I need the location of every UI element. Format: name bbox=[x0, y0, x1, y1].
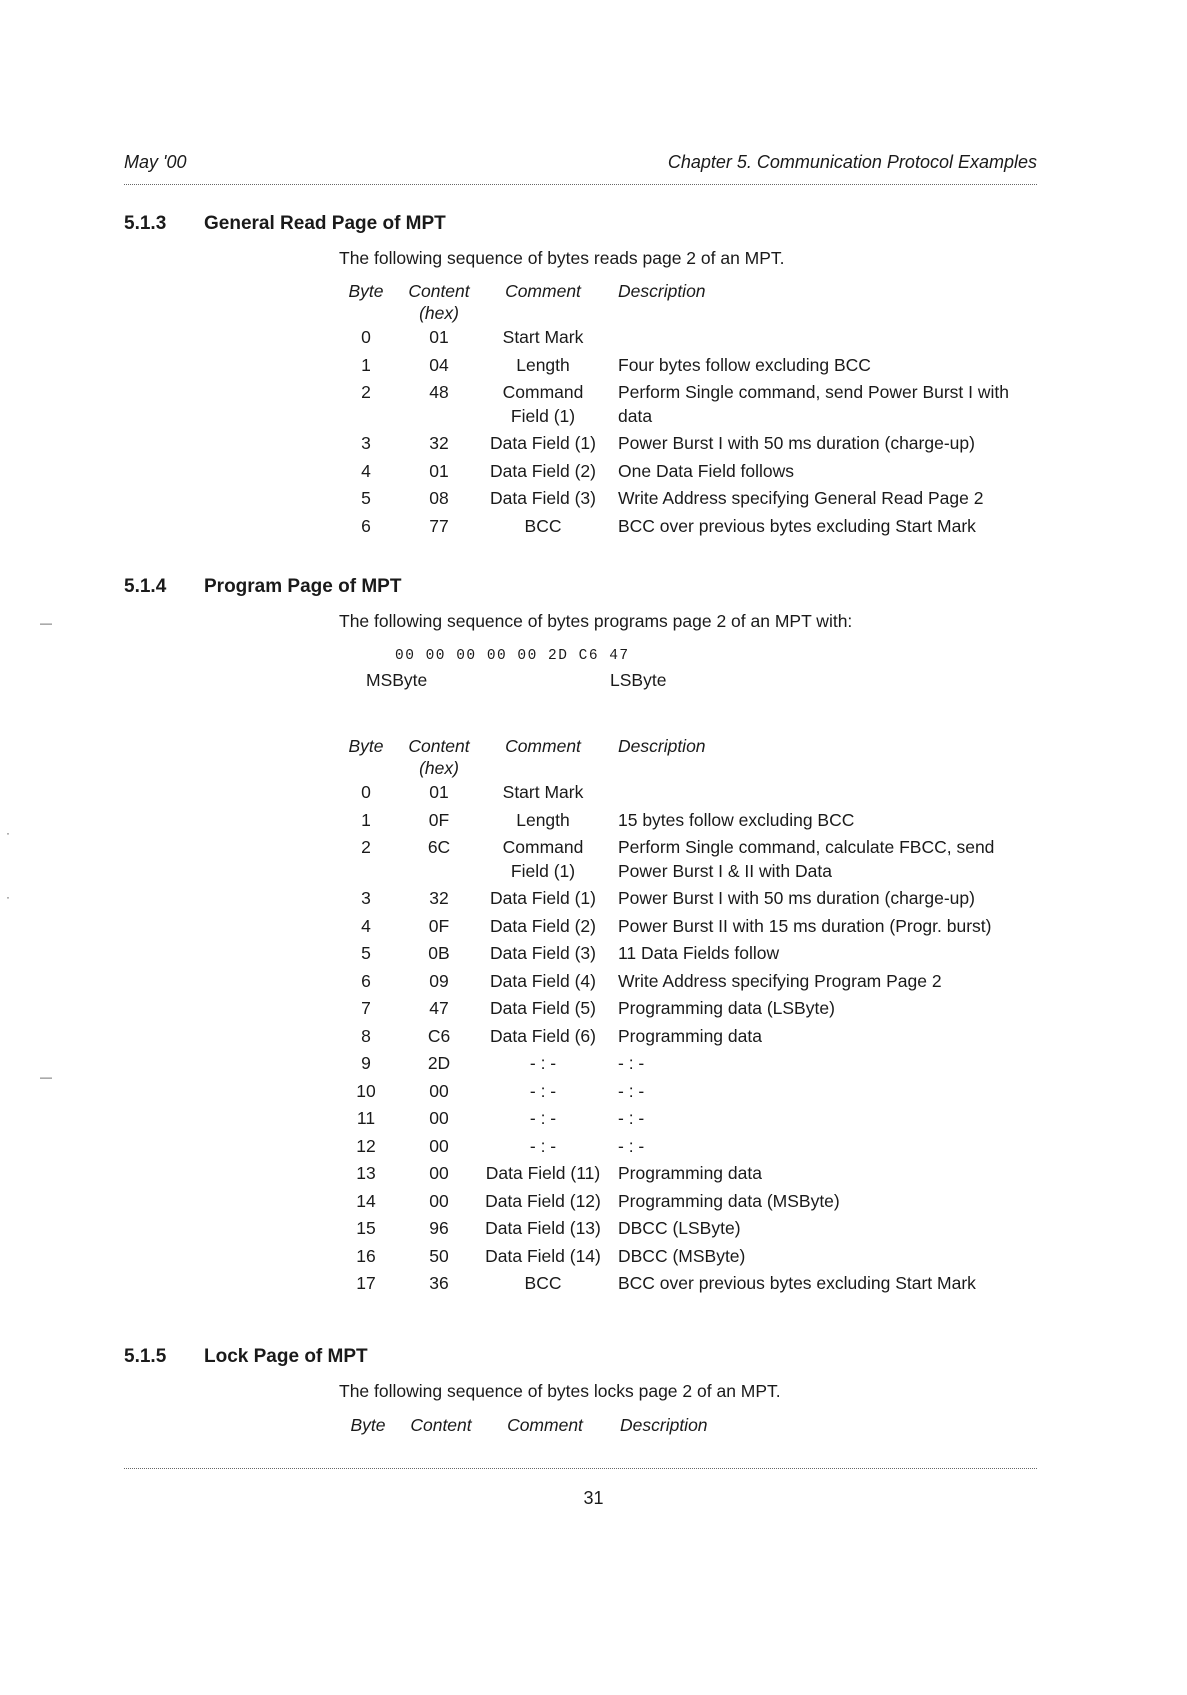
description-cell: One Data Field follows bbox=[618, 460, 795, 481]
description-cell: Write Address specifying Program Page 2 bbox=[618, 970, 942, 991]
byte-cell: 0 bbox=[361, 782, 371, 802]
comment-cell: Data Field (11) bbox=[485, 1163, 601, 1183]
description-cell: DBCC (MSByte) bbox=[618, 1245, 746, 1266]
footer-rule bbox=[124, 1468, 1037, 1469]
comment-cell: Data Field (13) bbox=[485, 1218, 601, 1238]
col-content-sub: (hex) bbox=[419, 303, 459, 323]
content-cell: 6C bbox=[427, 837, 451, 857]
table-row bbox=[330, 1133, 1030, 1161]
description-cell: - : - bbox=[618, 1080, 645, 1101]
byte-cell: 3 bbox=[361, 888, 371, 908]
content-cell: 08 bbox=[429, 488, 449, 508]
byte-cell: 6 bbox=[361, 970, 371, 991]
content-cell: 32 bbox=[429, 888, 449, 908]
col-content-header: Content bbox=[410, 1415, 472, 1435]
section-intro: The following sequence of bytes reads page 2 of an MPT. bbox=[339, 248, 785, 268]
table-row bbox=[330, 834, 1030, 885]
description-cell: Programming data bbox=[618, 1163, 762, 1183]
section-number: 5.1.4 bbox=[124, 576, 167, 597]
byte-table bbox=[330, 280, 1030, 540]
comment-cell: Command Field (1) bbox=[502, 837, 584, 881]
byte-table bbox=[332, 1414, 1032, 1436]
comment-cell: Command Field (1) bbox=[502, 382, 584, 426]
description-cell: Write Address specifying General Read Page 2 bbox=[618, 488, 984, 508]
byte-cell: 13 bbox=[356, 1163, 376, 1183]
col-content-header bbox=[402, 735, 476, 779]
table-row bbox=[330, 1270, 1030, 1298]
table-row bbox=[330, 1160, 1030, 1188]
description-cell: Programming data (MSByte) bbox=[618, 1190, 840, 1211]
comment-cell: Data Field (1) bbox=[489, 433, 596, 453]
col-content-sub: (hex) bbox=[419, 758, 459, 778]
description-cell: 15 bytes follow excluding BCC bbox=[618, 809, 855, 830]
table-row bbox=[330, 379, 1030, 430]
description-cell: Power Burst I with 50 ms duration (charge-up) bbox=[618, 433, 975, 453]
content-cell: 01 bbox=[429, 460, 449, 481]
byte-cell: 7 bbox=[361, 998, 371, 1018]
description-cell bbox=[610, 779, 1030, 807]
description-cell: Programming data bbox=[618, 1025, 762, 1046]
description-cell: BCC over previous bytes excluding Start Mark bbox=[618, 1273, 976, 1293]
section-number: 5.1.3 bbox=[124, 213, 167, 234]
table-row bbox=[330, 940, 1030, 968]
content-cell: 48 bbox=[429, 382, 449, 402]
byte-cell: 1 bbox=[361, 809, 371, 830]
byte-table bbox=[330, 735, 1030, 1298]
comment-cell: Data Field (6) bbox=[489, 1025, 596, 1046]
scan-mark: · bbox=[6, 826, 10, 840]
comment-cell: - : - bbox=[529, 1135, 557, 1156]
byte-cell: 12 bbox=[356, 1135, 376, 1156]
comment-cell: Data Field (12) bbox=[485, 1190, 601, 1211]
comment-cell: Start Mark bbox=[502, 327, 584, 347]
content-cell: 77 bbox=[429, 515, 449, 536]
content-cell: 01 bbox=[429, 782, 449, 802]
page-number: 31 bbox=[583, 1488, 604, 1508]
col-comment-header: Comment bbox=[505, 736, 581, 756]
description-cell: Power Burst II with 15 ms duration (Progr. burst) bbox=[618, 915, 992, 936]
content-cell: 00 bbox=[429, 1190, 449, 1211]
description-cell: - : - bbox=[618, 1053, 645, 1073]
byte-cell: 0 bbox=[361, 327, 371, 347]
comment-cell: - : - bbox=[529, 1080, 557, 1101]
table-row bbox=[330, 807, 1030, 835]
comment-cell: Data Field (2) bbox=[489, 460, 596, 481]
table-row bbox=[330, 485, 1030, 513]
content-cell: 00 bbox=[429, 1108, 449, 1128]
comment-cell: Data Field (3) bbox=[489, 488, 596, 508]
hex-sequence: 00 00 00 00 00 2D C6 47 bbox=[395, 648, 630, 664]
byte-cell: 4 bbox=[361, 915, 371, 936]
content-cell: 36 bbox=[429, 1273, 449, 1293]
table-row bbox=[330, 1023, 1030, 1051]
description-cell: Power Burst I with 50 ms duration (charge-up) bbox=[618, 888, 975, 908]
description-cell: Programming data (LSByte) bbox=[618, 998, 835, 1018]
col-byte-header: Byte bbox=[348, 736, 384, 756]
lsbyte-label: LSByte bbox=[610, 670, 667, 690]
content-cell: 0B bbox=[428, 943, 450, 963]
table-row bbox=[330, 968, 1030, 996]
comment-cell: Length bbox=[516, 354, 570, 375]
content-cell: 0F bbox=[428, 915, 450, 936]
byte-cell: 10 bbox=[356, 1080, 376, 1101]
description-cell: Perform Single command, send Power Burst I with data bbox=[618, 382, 1009, 426]
table-row bbox=[330, 324, 1030, 352]
table-row bbox=[330, 779, 1030, 807]
col-content-label: Content bbox=[408, 281, 470, 301]
content-cell: 04 bbox=[429, 354, 449, 375]
comment-cell: - : - bbox=[529, 1053, 557, 1073]
description-cell: Four bytes follow excluding BCC bbox=[618, 354, 871, 375]
content-cell: 01 bbox=[429, 327, 449, 347]
section-title: Lock Page of MPT bbox=[204, 1346, 368, 1367]
byte-cell: 6 bbox=[361, 515, 371, 536]
table-row bbox=[330, 1243, 1030, 1271]
col-byte-header: Byte bbox=[350, 1415, 386, 1435]
table-row bbox=[330, 995, 1030, 1023]
comment-cell: - : - bbox=[529, 1108, 557, 1128]
section-number: 5.1.5 bbox=[124, 1346, 167, 1367]
section-intro: The following sequence of bytes locks page 2 of an MPT. bbox=[339, 1381, 781, 1401]
table-row bbox=[330, 1078, 1030, 1106]
col-description-header: Description bbox=[618, 281, 706, 301]
comment-cell: Start Mark bbox=[502, 782, 584, 802]
table-row bbox=[330, 1188, 1030, 1216]
comment-cell: Data Field (5) bbox=[489, 998, 596, 1018]
byte-cell: 8 bbox=[361, 1025, 371, 1046]
msbyte-label: MSByte bbox=[366, 670, 428, 690]
header-chapter: Chapter 5. Communication Protocol Examples bbox=[667, 152, 1037, 172]
content-cell: 09 bbox=[429, 970, 449, 991]
content-cell: 32 bbox=[429, 433, 449, 453]
comment-cell: Length bbox=[516, 809, 570, 830]
description-cell: DBCC (LSByte) bbox=[618, 1218, 741, 1238]
header-rule bbox=[124, 184, 1037, 185]
comment-cell: Data Field (3) bbox=[489, 943, 596, 963]
byte-cell: 2 bbox=[361, 837, 371, 857]
col-description-header: Description bbox=[618, 736, 706, 756]
table-row bbox=[330, 458, 1030, 486]
table-row bbox=[330, 1105, 1030, 1133]
comment-cell: Data Field (4) bbox=[489, 970, 596, 991]
byte-cell: 1 bbox=[361, 354, 371, 375]
comment-cell: Data Field (1) bbox=[489, 888, 596, 908]
byte-cell: 9 bbox=[361, 1053, 371, 1073]
description-cell: Perform Single command, calculate FBCC, send Power Burst I & II with Data bbox=[618, 837, 995, 881]
content-cell: 00 bbox=[429, 1163, 449, 1183]
byte-cell: 5 bbox=[361, 943, 371, 963]
scan-mark: — bbox=[40, 616, 52, 630]
comment-cell: BCC bbox=[524, 1273, 562, 1293]
scan-mark: — bbox=[40, 1070, 52, 1084]
col-content-label: Content bbox=[408, 736, 470, 756]
byte-cell: 15 bbox=[356, 1218, 376, 1238]
content-cell: C6 bbox=[427, 1025, 451, 1046]
table-row bbox=[330, 1215, 1030, 1243]
content-cell: 50 bbox=[429, 1245, 449, 1266]
byte-cell: 2 bbox=[361, 382, 371, 402]
description-cell: 11 Data Fields follow bbox=[618, 943, 780, 963]
table-row bbox=[330, 885, 1030, 913]
byte-cell: 16 bbox=[356, 1245, 376, 1266]
table-row bbox=[330, 430, 1030, 458]
description-cell: - : - bbox=[618, 1135, 645, 1156]
byte-cell: 3 bbox=[361, 433, 371, 453]
content-cell: 47 bbox=[429, 998, 449, 1018]
table-row bbox=[330, 1050, 1030, 1078]
col-byte-header: Byte bbox=[348, 281, 384, 301]
byte-cell: 4 bbox=[361, 460, 371, 481]
byte-cell: 5 bbox=[361, 488, 371, 508]
content-cell: 00 bbox=[429, 1080, 449, 1101]
comment-cell: BCC bbox=[524, 515, 562, 536]
comment-cell: Data Field (14) bbox=[485, 1245, 601, 1266]
description-cell: - : - bbox=[618, 1108, 645, 1128]
section-title: General Read Page of MPT bbox=[204, 213, 446, 234]
table-row bbox=[330, 513, 1030, 541]
col-comment-header: Comment bbox=[507, 1415, 583, 1435]
byte-cell: 17 bbox=[356, 1273, 376, 1293]
table-row bbox=[330, 352, 1030, 380]
byte-cell: 14 bbox=[356, 1190, 376, 1211]
scan-mark: · bbox=[6, 890, 10, 904]
col-description-header: Description bbox=[620, 1415, 708, 1435]
section-intro: The following sequence of bytes programs page 2 of an MPT with: bbox=[339, 611, 853, 631]
col-content-header bbox=[402, 280, 476, 324]
description-cell bbox=[610, 324, 1030, 352]
header-date: May '00 bbox=[124, 152, 187, 172]
section-title: Program Page of MPT bbox=[204, 576, 402, 597]
byte-cell: 11 bbox=[356, 1108, 376, 1128]
col-comment-header: Comment bbox=[505, 281, 581, 301]
content-cell: 96 bbox=[429, 1218, 449, 1238]
content-cell: 2D bbox=[427, 1053, 451, 1073]
table-row bbox=[330, 913, 1030, 941]
content-cell: 0F bbox=[428, 809, 450, 830]
content-cell: 00 bbox=[429, 1135, 449, 1156]
description-cell: BCC over previous bytes excluding Start Mark bbox=[618, 515, 976, 536]
comment-cell: Data Field (2) bbox=[489, 915, 596, 936]
